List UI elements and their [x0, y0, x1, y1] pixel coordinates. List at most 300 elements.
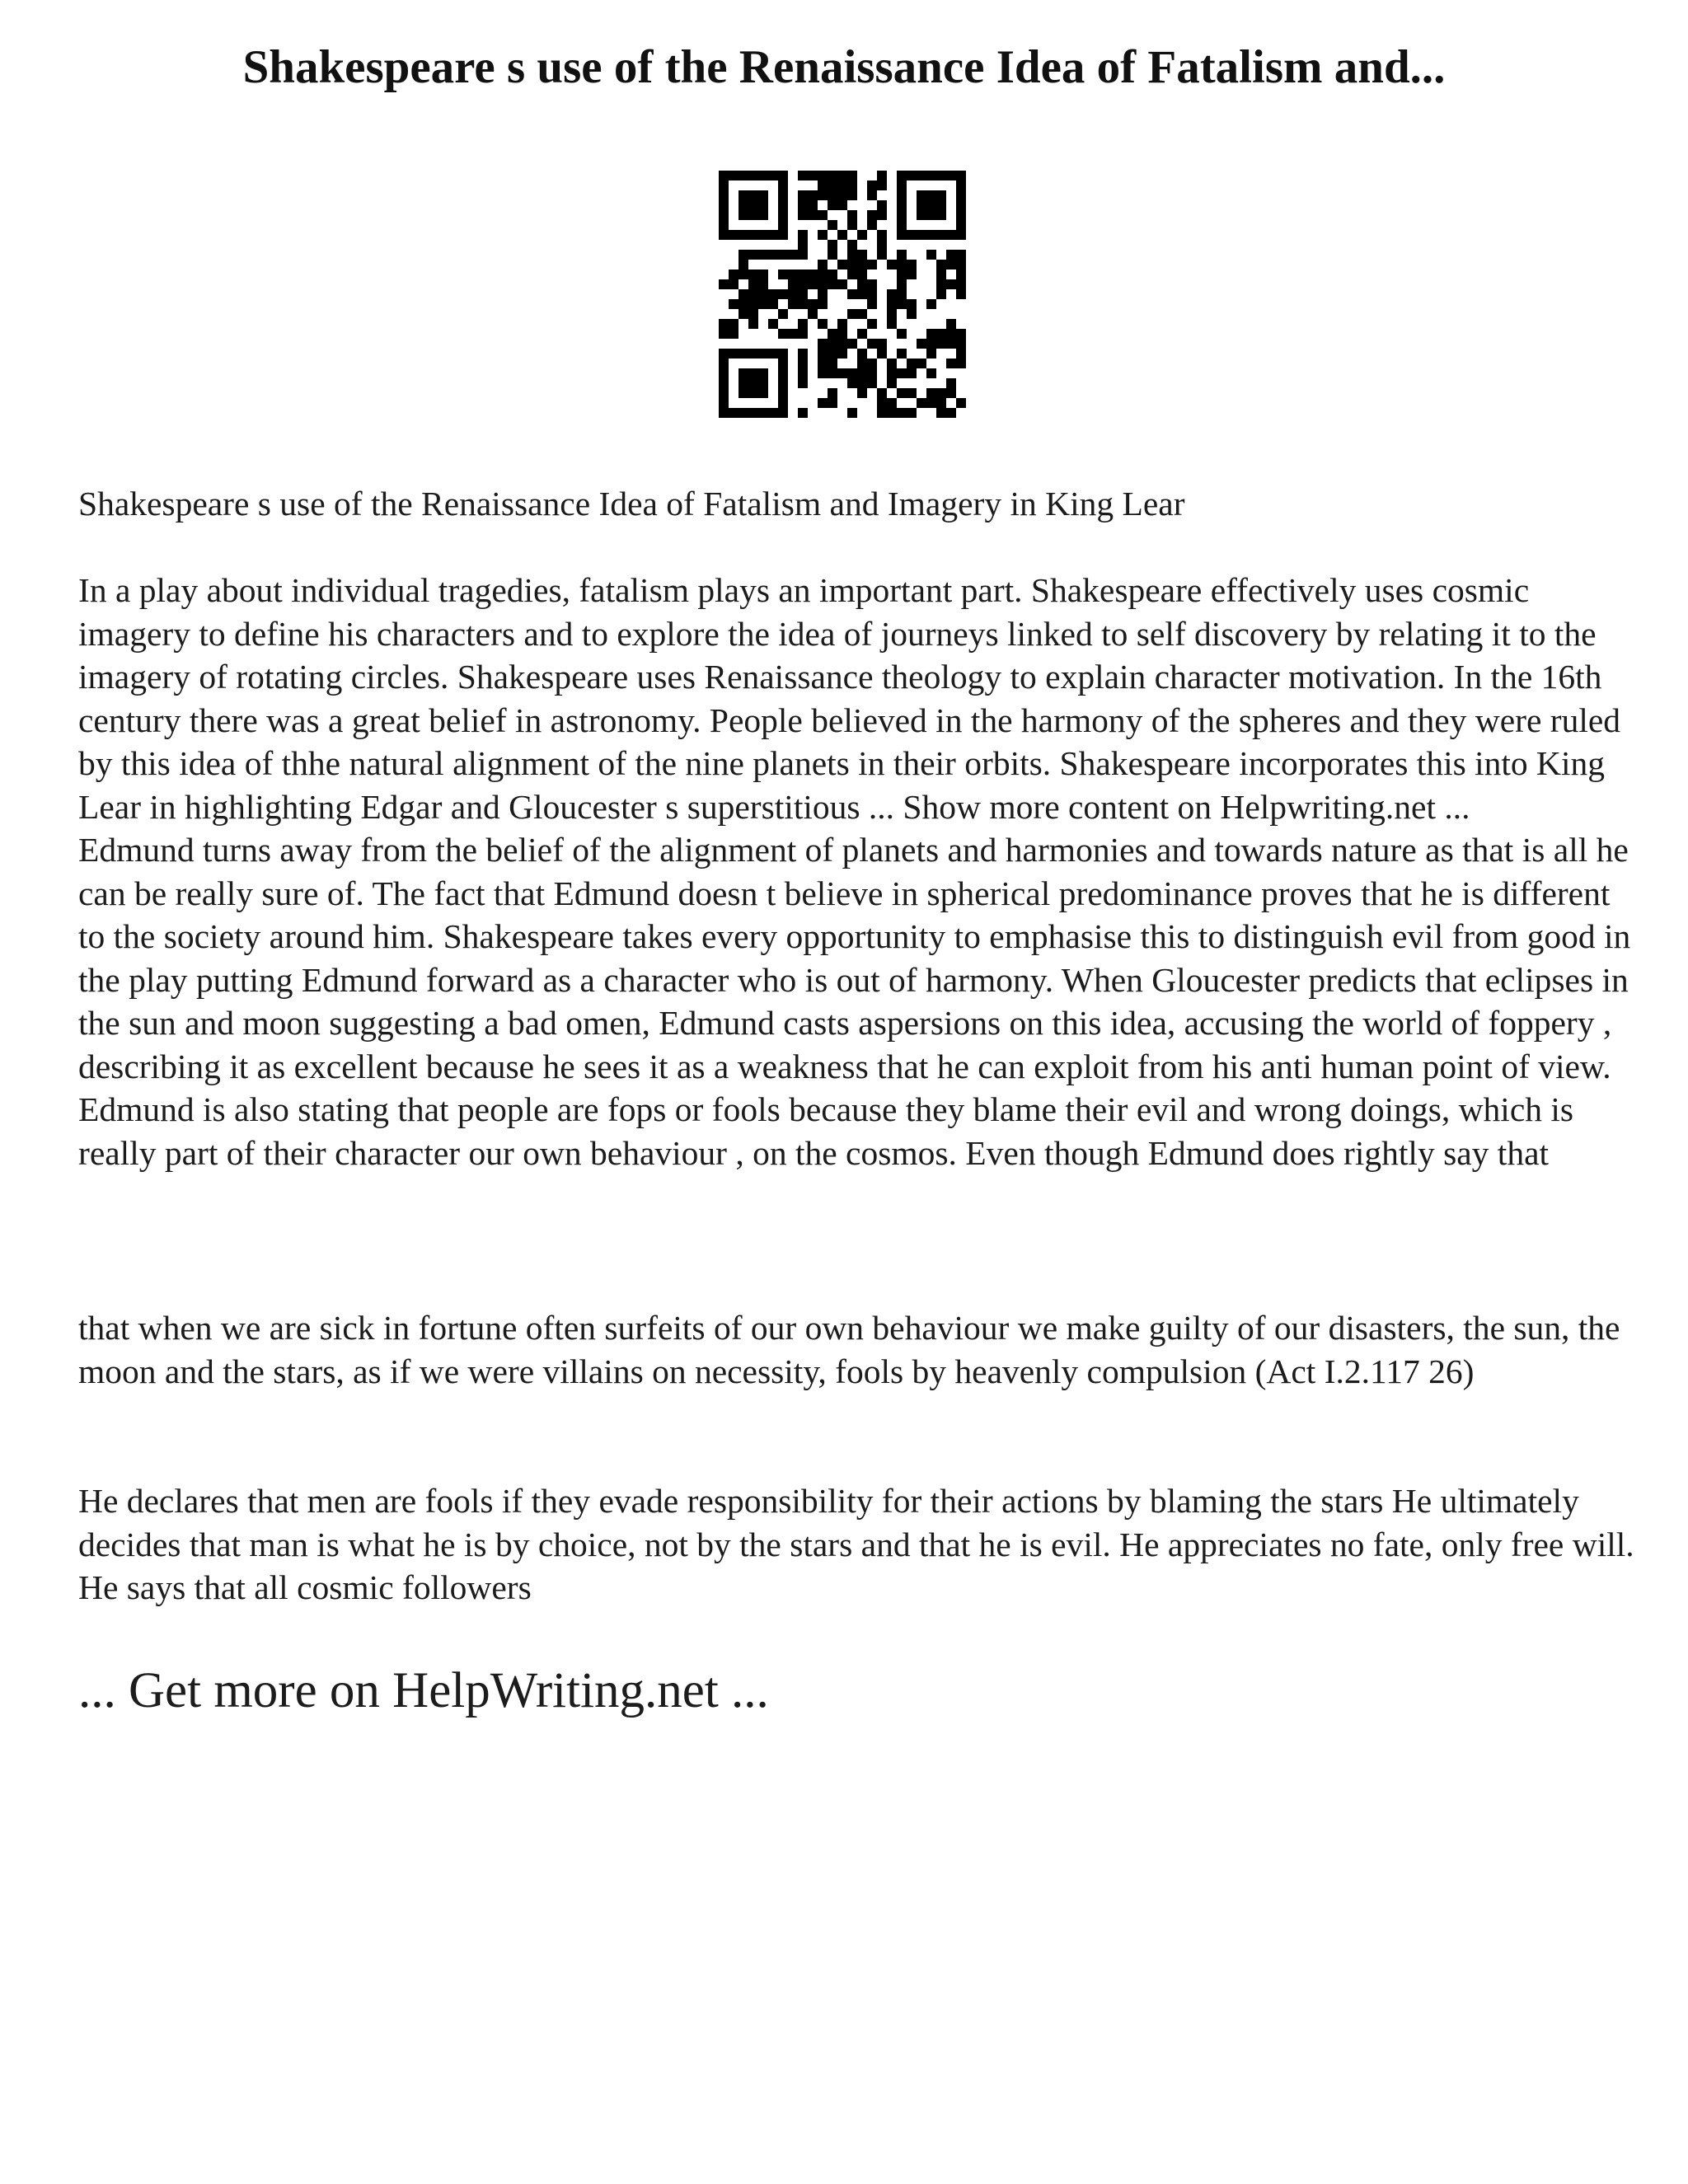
qr-module: [907, 260, 917, 269]
qr-module: [887, 398, 897, 408]
qr-module: [946, 329, 956, 339]
qr-module: [738, 349, 748, 359]
qr-module: [917, 359, 926, 368]
qr-module: [818, 230, 828, 240]
qr-module: [768, 299, 778, 309]
qr-module: [758, 289, 768, 299]
qr-module: [917, 171, 926, 180]
qr-module: [798, 190, 808, 200]
paragraph-1-text: In a play about individual tragedies, fatalism plays an important part. Shakespeare effectively uses cosmic imagery to define his characters and to explore the idea of journeys linked to self discovery by relating it to the imagery of rotating circles. Shakespeare uses Renaissance theology to explain character motivation. In the 16th century there was a great belief in astronomy. People believed in the harmony of the spheres and they were ruled by this idea of thhe natural alignment of the nine planets in their orbits. Shakespeare incorporates this into King Lear in highlighting Edgar and Gloucester s superstitious ... Show more content on Helpwriting.net ...: [78, 571, 1621, 826]
qr-module: [758, 368, 768, 378]
qr-module: [828, 368, 837, 378]
qr-module: [877, 349, 887, 359]
qr-module: [946, 388, 956, 398]
qr-module: [798, 368, 808, 378]
qr-module: [719, 398, 729, 408]
qr-module: [847, 339, 857, 349]
qr-module: [847, 289, 857, 299]
qr-module: [936, 279, 946, 289]
qr-module: [768, 319, 778, 329]
qr-module: [768, 230, 778, 240]
qr-module: [857, 279, 867, 289]
qr-module: [758, 349, 768, 359]
document-title: Shakespeare s use of the Renaissance Idea of Fatalism and...: [242, 41, 1446, 93]
qr-module: [837, 279, 847, 289]
qr-module: [818, 359, 828, 368]
qr-module: [936, 388, 946, 398]
qr-module: [867, 289, 877, 299]
qr-module: [887, 289, 897, 299]
qr-module: [798, 210, 808, 220]
qr-module: [907, 388, 917, 398]
qr-module: [748, 289, 758, 299]
qr-module: [857, 309, 867, 319]
qr-module: [956, 171, 966, 180]
qr-module: [818, 368, 828, 378]
qr-module: [798, 349, 808, 359]
qr-module: [956, 349, 966, 359]
qr-module: [719, 388, 729, 398]
qr-module: [768, 171, 778, 180]
qr-module: [719, 319, 729, 329]
qr-module: [808, 279, 818, 289]
qr-module: [828, 220, 837, 230]
qr-module: [837, 339, 847, 349]
qr-module: [788, 250, 798, 260]
qr-module: [828, 240, 837, 250]
qr-module: [778, 250, 788, 260]
qr-module: [946, 279, 956, 289]
qr-module: [748, 269, 758, 279]
qr-module: [907, 359, 917, 368]
qr-module: [738, 200, 748, 210]
qr-module: [828, 339, 837, 349]
qr-module: [719, 279, 729, 289]
qr-module: [917, 200, 926, 210]
qr-module: [877, 210, 887, 220]
qr-module: [818, 180, 828, 190]
qr-module: [788, 289, 798, 299]
qr-module: [926, 388, 936, 398]
qr-module: [818, 210, 828, 220]
qr-module: [926, 299, 936, 309]
qr-module: [867, 359, 877, 368]
qr-module: [818, 339, 828, 349]
qr-module: [778, 289, 788, 299]
qr-module: [897, 190, 907, 200]
qr-module: [847, 180, 857, 190]
qr-module: [907, 368, 917, 378]
paragraph-1: [78, 569, 1636, 1174]
qr-module: [857, 388, 867, 398]
qr-module: [808, 200, 818, 210]
qr-module: [907, 171, 917, 180]
qr-module: [877, 200, 887, 210]
qr-module: [867, 339, 877, 349]
qr-module: [748, 250, 758, 260]
qr-module: [867, 260, 877, 269]
qr-module: [926, 368, 936, 378]
qr-module: [719, 329, 729, 339]
qr-module: [907, 408, 917, 418]
qr-module: [946, 260, 956, 269]
qr-module: [837, 260, 847, 269]
qr-module: [936, 230, 946, 240]
qr-module: [956, 339, 966, 349]
qr-module: [738, 388, 748, 398]
qr-module: [748, 378, 758, 388]
qr-module: [926, 200, 936, 210]
qr-module: [956, 180, 966, 190]
qr-module: [897, 200, 907, 210]
qr-module: [778, 359, 788, 368]
paragraph-1b-text: Edmund turns away from the belief of the alignment of planets and harmonies and towards nature as that is all he can be really sure of. The fact that Edmund doesn t believe in spherical predominance proves that he is different to the society around him. Shakespeare takes every opportunity to emphasise this to distinguish evil from good in the play putting Edmund forward as a character who is out of harmony. When Gloucester predicts that eclipses in the sun and moon suggesting a bad omen, Edmund casts aspersions on this idea, accusing the world of foppery , describing it as excellent because he sees it as a weakness that he can exploit from his anti human point of view. Edmund is also stating that people are fops or fools because they blame their evil and wrong doings, which is really part of their character our own behaviour , on the cosmos. Even though Edmund does rightly say that: [78, 831, 1631, 1172]
qr-module: [808, 269, 818, 279]
qr-module: [748, 388, 758, 398]
qr-module: [748, 368, 758, 378]
qr-module: [738, 408, 748, 418]
qr-module: [758, 388, 768, 398]
qr-module: [926, 339, 936, 349]
qr-module: [719, 378, 729, 388]
qr-module: [828, 250, 837, 260]
qr-module: [926, 190, 936, 200]
qr-module: [818, 349, 828, 359]
qr-module: [897, 269, 907, 279]
qr-module: [828, 398, 837, 408]
qr-module: [837, 190, 847, 200]
qr-module: [828, 180, 837, 190]
qr-module: [956, 279, 966, 289]
qr-module: [738, 171, 748, 180]
qr-module: [719, 220, 729, 230]
qr-module: [917, 210, 926, 220]
qr-module: [837, 319, 847, 329]
qr-module: [808, 210, 818, 220]
qr-module: [897, 349, 907, 359]
qr-module: [956, 269, 966, 279]
qr-module: [877, 171, 887, 180]
qr-module: [867, 210, 877, 220]
qr-module: [837, 171, 847, 180]
qr-module: [729, 279, 738, 289]
qr-module: [956, 289, 966, 299]
qr-module: [748, 319, 758, 329]
qr-module: [946, 408, 956, 418]
qr-module: [897, 220, 907, 230]
qr-module: [778, 171, 788, 180]
qr-module: [907, 269, 917, 279]
qr-module: [847, 378, 857, 388]
qr-module: [897, 388, 907, 398]
qr-module: [847, 250, 857, 260]
qr-module: [788, 299, 798, 309]
qr-module: [887, 309, 897, 319]
qr-module: [738, 299, 748, 309]
qr-module: [788, 269, 798, 279]
qr-module: [897, 279, 907, 289]
qr-module: [828, 359, 837, 368]
qr-module: [857, 368, 867, 378]
qr-module: [897, 299, 907, 309]
qr-module: [956, 329, 966, 339]
qr-module: [778, 349, 788, 359]
qr-module: [738, 269, 748, 279]
qr-module: [719, 200, 729, 210]
qr-module: [867, 368, 877, 378]
qr-module: [729, 408, 738, 418]
qr-module: [738, 309, 748, 319]
qr-module: [917, 398, 926, 408]
qr-module: [956, 210, 966, 220]
qr-module: [738, 250, 748, 260]
qr-module: [798, 171, 808, 180]
qr-module: [946, 359, 956, 368]
qr-module: [877, 230, 887, 240]
qr-module: [867, 378, 877, 388]
qr-module: [748, 171, 758, 180]
qr-module: [719, 349, 729, 359]
qr-module: [907, 309, 917, 319]
qr-module: [719, 210, 729, 220]
qr-module: [798, 329, 808, 339]
qr-module: [946, 230, 956, 240]
qr-module: [758, 408, 768, 418]
qr-module: [877, 339, 887, 349]
qr-module: [847, 190, 857, 200]
qr-module: [798, 250, 808, 260]
qr-module: [798, 408, 808, 418]
qr-module: [926, 329, 936, 339]
qr-module: [917, 339, 926, 349]
qr-module: [758, 299, 768, 309]
qr-module: [818, 190, 828, 200]
qr-module: [818, 319, 828, 329]
qr-module: [778, 309, 788, 319]
qr-module: [758, 279, 768, 289]
qr-module: [729, 329, 738, 339]
qr-module: [768, 289, 778, 299]
qr-module: [926, 171, 936, 180]
qr-module: [758, 250, 768, 260]
qr-module: [897, 408, 907, 418]
qr-module: [798, 289, 808, 299]
qr-module: [828, 200, 837, 210]
qr-module: [877, 388, 887, 398]
qr-module: [818, 171, 828, 180]
qr-module: [818, 289, 828, 299]
qr-module: [719, 171, 729, 180]
qr-module: [837, 368, 847, 378]
qr-module: [798, 299, 808, 309]
qr-module: [897, 260, 907, 269]
qr-module: [956, 230, 966, 240]
qr-module: [847, 171, 857, 180]
qr-module: [877, 250, 887, 260]
qr-module: [887, 378, 897, 388]
qr-module: [798, 230, 808, 240]
qr-module: [926, 398, 936, 408]
qr-module: [778, 378, 788, 388]
qr-code-graphic: [719, 171, 966, 418]
qr-module: [897, 368, 907, 378]
qr-module: [729, 319, 738, 329]
qr-module: [857, 260, 867, 269]
qr-module: [778, 408, 788, 418]
qr-module: [897, 230, 907, 240]
qr-module: [798, 378, 808, 388]
qr-module: [907, 299, 917, 309]
qr-module: [808, 299, 818, 309]
document-subtitle: Shakespeare s use of the Renaissance Idea of Fatalism and Imagery in King Lear: [78, 485, 1185, 523]
qr-module: [738, 260, 748, 269]
qr-module: [917, 190, 926, 200]
qr-module: [818, 398, 828, 408]
qr-module: [847, 408, 857, 418]
qr-module: [778, 368, 788, 378]
qr-module: [748, 299, 758, 309]
qr-module: [738, 210, 748, 220]
qr-module: [778, 200, 788, 210]
qr-module: [828, 279, 837, 289]
qr-module: [828, 190, 837, 200]
qr-module: [926, 250, 936, 260]
qr-module: [956, 260, 966, 269]
qr-module: [778, 329, 788, 339]
qr-module: [828, 171, 837, 180]
qr-module: [758, 200, 768, 210]
qr-module: [719, 408, 729, 418]
qr-module: [867, 190, 877, 200]
paragraph-2: that when we are sick in fortune often surfeits of our own behaviour we make guilty of our disasters, the sun, the moon and the stars, as if we were villains on necessity, fools by heavenly compulsion (Act I.2.117 26): [78, 1309, 1620, 1390]
qr-module: [897, 180, 907, 190]
qr-module: [748, 190, 758, 200]
qr-module: [798, 319, 808, 329]
qr-module: [857, 289, 867, 299]
qr-module: [738, 289, 748, 299]
qr-module: [719, 359, 729, 368]
qr-module: [897, 250, 907, 260]
qr-module: [778, 210, 788, 220]
qr-module: [847, 309, 857, 319]
qr-module: [857, 230, 867, 240]
qr-module: [748, 210, 758, 220]
qr-module: [877, 240, 887, 250]
qr-module: [946, 339, 956, 349]
qr-module: [788, 279, 798, 289]
qr-module: [818, 260, 828, 269]
qr-module: [946, 171, 956, 180]
qr-module: [897, 329, 907, 339]
qr-module: [719, 230, 729, 240]
qr-module: [847, 210, 857, 220]
qr-module: [758, 378, 768, 388]
qr-module: [956, 250, 966, 260]
qr-module: [778, 180, 788, 190]
qr-module: [926, 210, 936, 220]
qr-module: [808, 190, 818, 200]
qr-module: [729, 349, 738, 359]
qr-module: [847, 269, 857, 279]
qr-module: [847, 368, 857, 378]
qr-module: [758, 269, 768, 279]
qr-module: [887, 260, 897, 269]
qr-module: [847, 240, 857, 250]
qr-module: [946, 250, 956, 260]
qr-code-icon[interactable]: [719, 171, 966, 418]
qr-module: [758, 171, 768, 180]
qr-module: [867, 220, 877, 230]
qr-module: [867, 319, 877, 329]
qr-module: [956, 398, 966, 408]
qr-module: [798, 240, 808, 250]
qr-module: [818, 279, 828, 289]
qr-module: [956, 200, 966, 210]
qr-module: [897, 210, 907, 220]
qr-module: [936, 171, 946, 180]
qr-module: [738, 190, 748, 200]
qr-module: [887, 299, 897, 309]
qr-module: [778, 230, 788, 240]
qr-module: [877, 408, 887, 418]
qr-module: [847, 260, 857, 269]
qr-module: [768, 408, 778, 418]
qr-module: [936, 260, 946, 269]
qr-module: [818, 269, 828, 279]
get-more-link[interactable]: ... Get more on HelpWriting.net ...: [78, 1663, 769, 1718]
qr-module: [748, 200, 758, 210]
qr-module: [837, 230, 847, 240]
qr-module: [887, 319, 897, 329]
qr-module: [768, 250, 778, 260]
qr-module: [748, 408, 758, 418]
qr-module: [778, 388, 788, 398]
qr-module: [798, 200, 808, 210]
qr-module: [936, 210, 946, 220]
qr-module: [788, 329, 798, 339]
qr-module: [936, 408, 946, 418]
qr-module: [729, 299, 738, 309]
qr-module: [748, 349, 758, 359]
qr-module: [897, 171, 907, 180]
qr-module: [956, 359, 966, 368]
qr-module: [857, 269, 867, 279]
qr-module: [798, 359, 808, 368]
qr-module: [768, 349, 778, 359]
qr-module: [719, 180, 729, 190]
qr-module: [828, 349, 837, 359]
qr-module: [936, 289, 946, 299]
qr-module: [926, 349, 936, 359]
qr-module: [828, 388, 837, 398]
qr-module: [738, 230, 748, 240]
qr-module: [857, 349, 867, 359]
qr-module: [857, 250, 867, 260]
qr-module: [837, 200, 847, 210]
qr-module: [877, 180, 887, 190]
qr-module: [936, 190, 946, 200]
qr-module: [917, 230, 926, 240]
qr-module: [847, 220, 857, 230]
qr-module: [956, 220, 966, 230]
qr-module: [857, 329, 867, 339]
qr-module: [798, 269, 808, 279]
qr-module: [719, 368, 729, 378]
qr-module: [837, 180, 847, 190]
qr-module: [956, 190, 966, 200]
qr-module: [936, 398, 946, 408]
qr-module: [867, 299, 877, 309]
